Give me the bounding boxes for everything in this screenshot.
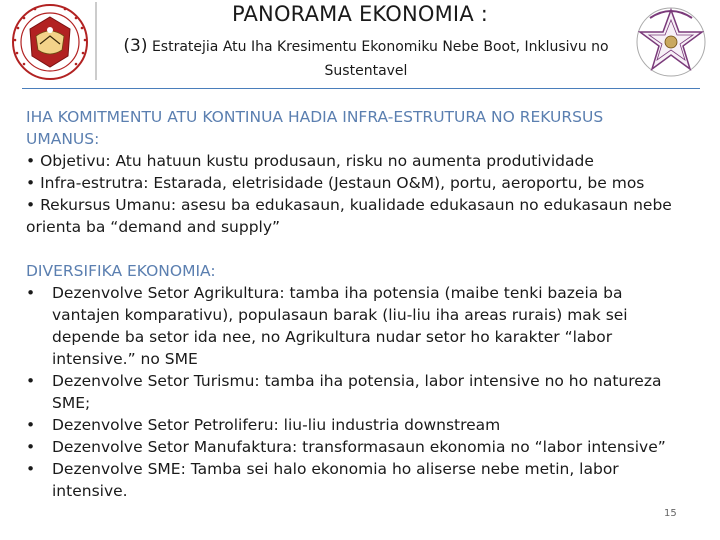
star-emblem-logo: [628, 2, 714, 80]
subtitle-line-2: Sustentavel: [324, 63, 408, 79]
section-2-item: • Dezenvolve SME: Tamba sei halo ekonomia ho aliserse nebe metin, labor intensive.: [26, 460, 619, 500]
bullet-marker: •: [26, 460, 36, 478]
page-title: PANORAMA EKONOMIA :: [231, 2, 489, 26]
header-divider: [22, 88, 700, 89]
bullet-marker: •: [26, 438, 36, 456]
section-1-item: • Objetivu: Atu hatuun kustu produsaun, risku no aumenta produtividade: [26, 152, 594, 170]
section-1-heading: [26, 106, 706, 150]
section-1-heading-line-2: UMANUS:: [26, 130, 100, 148]
section-2-item: • Dezenvolve Setor Turismu: tamba iha potensia, labor intensive no ho natureza SME;: [26, 372, 662, 412]
page-number: 15: [664, 508, 677, 519]
bullet-marker: •: [26, 284, 36, 302]
section-2-item: • Dezenvolve Setor Agrikultura: tamba iha potensia (maibe tenki bazeia ba vantajen komparativu), populasaun barak (liu-liu iha areas rurais) mak sei depende ba setor ida nee, no Agrikultura nudar setor ho karakter “labor intensive.” no SME: [26, 284, 628, 368]
section-2-item: • Dezenvolve Setor Manufaktura: transformasaun ekonomia no “labor intensive”: [26, 438, 666, 456]
bullet-marker: •: [26, 416, 36, 434]
section-1-item: orienta ba “demand and supply”: [26, 218, 281, 236]
bullet-marker: •: [26, 372, 36, 390]
section-1-heading-line-1: IHA KOMITMENTU ATU KONTINUA HADIA INFRA-ESTRUTURA NO REKURSUS: [26, 108, 604, 126]
section-1-item: • Infra-estrutra: Estarada, eletrisidade (Jestaun O&M), portu, aeroportu, be mos: [26, 174, 645, 192]
ministry-seal-logo: [2, 0, 98, 82]
page-subtitle: [106, 34, 626, 83]
section-1-item: • Rekursus Umanu: asesu ba edukasaun, kualidade edukasaun no edukasaun nebe: [26, 196, 672, 214]
subtitle-number: (3): [123, 36, 148, 56]
section-2-item: • Dezenvolve Setor Petroliferu: liu-liu industria downstream: [26, 416, 501, 434]
section-2-heading: DIVERSIFIKA EKONOMIA:: [26, 262, 216, 280]
slide-body: [26, 106, 706, 502]
subtitle-line-1: Estratejia Atu Iha Kresimentu Ekonomiku Nebe Boot, Inklusivu no: [151, 39, 609, 55]
